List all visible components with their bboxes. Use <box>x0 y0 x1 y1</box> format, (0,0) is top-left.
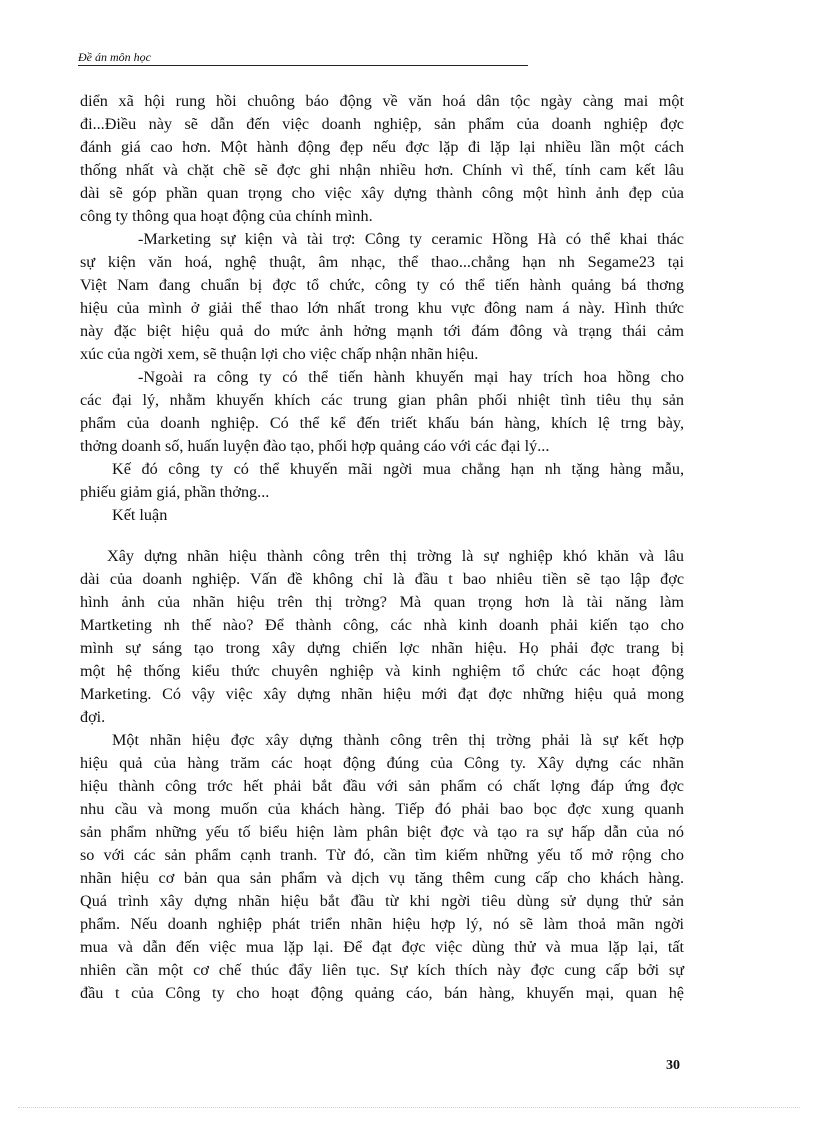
page-number: 30 <box>666 1058 680 1073</box>
text-line: Martketing nh thế nào? Để thành công, các nhà kinh doanh phải kiến tạo cho <box>80 616 684 634</box>
text-line: đi...Điều này sẽ dẫn đến việc doanh nghiệp, sản phẩm của doanh nghiệp đợc <box>80 115 684 133</box>
text-line: Việt Nam đang chuẩn bị đợc tổ chức, công ty có thể tiến hành quảng bá thơng <box>80 276 684 294</box>
text-line: hiệu thành công trớc hết phải bắt đầu với sản phẩm có chất lợng đáp ứng đợc <box>80 777 684 795</box>
text-line: công ty thông qua hoạt động của chính mình. <box>80 207 373 225</box>
page-bottom-divider <box>18 1107 800 1108</box>
text-line: Marketing. Có vậy việc xây dựng nhãn hiệu mới đạt đợc những hiệu quả mong <box>80 685 684 703</box>
text-line: dài sẽ góp phần quan trọng cho việc xây dựng thành công một hình ảnh đẹp của <box>80 184 684 202</box>
text-line: phẩm của doanh nghiệp. Có thể kể đến triết khấu bán hàng, khích lệ trng bày, <box>80 414 684 432</box>
text-line: thống nhất và chặt chẽ sẽ đợc ghi nhận nhiều hơn. Chính vì thế, tính cam kết lâu <box>80 161 684 179</box>
paragraph-conclusion-2 <box>80 729 684 1005</box>
document-body <box>80 90 684 1005</box>
text-line: -Marketing sự kiện và tài trợ: Công ty ceramic Hồng Hà có thể khai thác <box>138 230 684 248</box>
text-line: phẩm. Nếu doanh nghiệp phát triển nhãn hiệu hợp lý, nó sẽ làm thoả mãn ngời <box>80 915 684 933</box>
text-line: một hệ thống kiểu thức chuyên nghiệp và kinh nghiệm tổ chức các hoạt động <box>80 662 684 680</box>
text-line: đợi. <box>80 708 106 726</box>
text-line: nhiên cần một cơ chế thúc đẩy liên tục. Sự kích thích này đợc cung cấp bởi sự <box>80 961 684 979</box>
text-line: sự kiện văn hoá, nghệ thuật, âm nhạc, thể thao...chẳng hạn nh Segame23 tại <box>80 253 684 271</box>
paragraph-promotions <box>80 366 684 458</box>
paragraph-buyer-promotions <box>80 458 684 504</box>
text-line: nhu cầu và mong muốn của khách hàng. Tiếp đó phải bao bọc đợc xung quanh <box>80 800 684 818</box>
text-line: so với các sản phẩm cạnh tranh. Từ đó, cần tìm kiếm những yếu tố mở rộng cho <box>80 846 684 864</box>
text-line: Xây dựng nhãn hiệu thành công trên thị trờng là sự nghiệp khó khăn và lâu <box>107 547 684 565</box>
text-line: diển xã hội rung hồi chuông báo động về văn hoá dân tộc ngày càng mai một <box>80 92 684 110</box>
text-line: hiệu quả của hàng trăm các hoạt động đúng của Công ty. Xây dựng các nhãn <box>80 754 684 772</box>
paragraph-conclusion-1 <box>80 545 684 729</box>
text-line: Một nhãn hiệu đợc xây dựng thành công trên thị trờng phải là sự kết hợp <box>112 731 684 749</box>
page-header: Đề án môn học <box>78 51 528 66</box>
paragraph-marketing-events <box>80 228 684 366</box>
text-line: hiệu của mình ở giải thể thao lớn nhất trong khu vực đông nam á này. Hình thức <box>80 299 684 317</box>
text-line: các đại lý, nhằm khuyến khích các trung gian phân phối nhiệt tình tiêu thụ sản <box>80 391 684 409</box>
text-line: -Ngoài ra công ty có thể tiến hành khuyến mại hay trích hoa hồng cho <box>138 368 684 386</box>
text-line: xúc của ngời xem, sẽ thuận lợi cho việc chấp nhận nhãn hiệu. <box>80 345 479 363</box>
text-line: mình sự sáng tạo trong xây dựng chiến lợc nhãn hiệu. Họ phải đợc trang bị <box>80 639 684 657</box>
paragraph-continuation <box>80 90 684 228</box>
text-line: mua và dẫn đến việc mua lặp lại. Để đạt đợc việc dùng thử và mua lặp lại, tất <box>80 938 684 956</box>
text-line: Quá trình xây dựng nhãn hiệu bắt đầu từ khi ngời tiêu dùng sử dụng thử sản <box>80 892 684 910</box>
text-line: dài của doanh nghiệp. Vấn đề không chỉ là đầu t bao nhiêu tiền sẽ tạo lập đợc <box>80 570 684 588</box>
text-line: đầu t của Công ty cho hoạt động quảng cáo, bán hàng, khuyến mại, quan hệ <box>80 984 684 1002</box>
text-line: nhãn hiệu cơ bản qua sản phẩm và dịch vụ tăng thêm cung cấp cho khách hàng. <box>80 869 684 887</box>
text-line: phiếu giảm giá, phần thởng... <box>80 483 270 501</box>
text-line: đánh giá cao hơn. Một hành động đẹp nếu đợc lặp đi lặp lại nhiều lần một cách <box>80 138 684 156</box>
spacer <box>80 527 684 545</box>
section-heading: Kết luận <box>112 506 168 524</box>
text-line: sản phẩm những yếu tố biểu hiện làm phân biệt đợc và tạo ra sự hấp dẫn của nó <box>80 823 684 841</box>
text-line: hình ảnh của nhãn hiệu trên thị trờng? Mà quan trọng hơn là tài năng làm <box>80 593 684 611</box>
text-line: này đặc biệt hiệu quả do mức ảnh hởng mạnh tới đám đông và trạng thái cảm <box>80 322 684 340</box>
text-line: Kế đó công ty có thể khuyến mãi ngời mua chẳng hạn nh tặng hàng mẫu, <box>112 460 684 478</box>
text-line: thởng doanh số, huấn luyện đào tạo, phối hợp quảng cáo với các đại lý... <box>80 437 550 455</box>
